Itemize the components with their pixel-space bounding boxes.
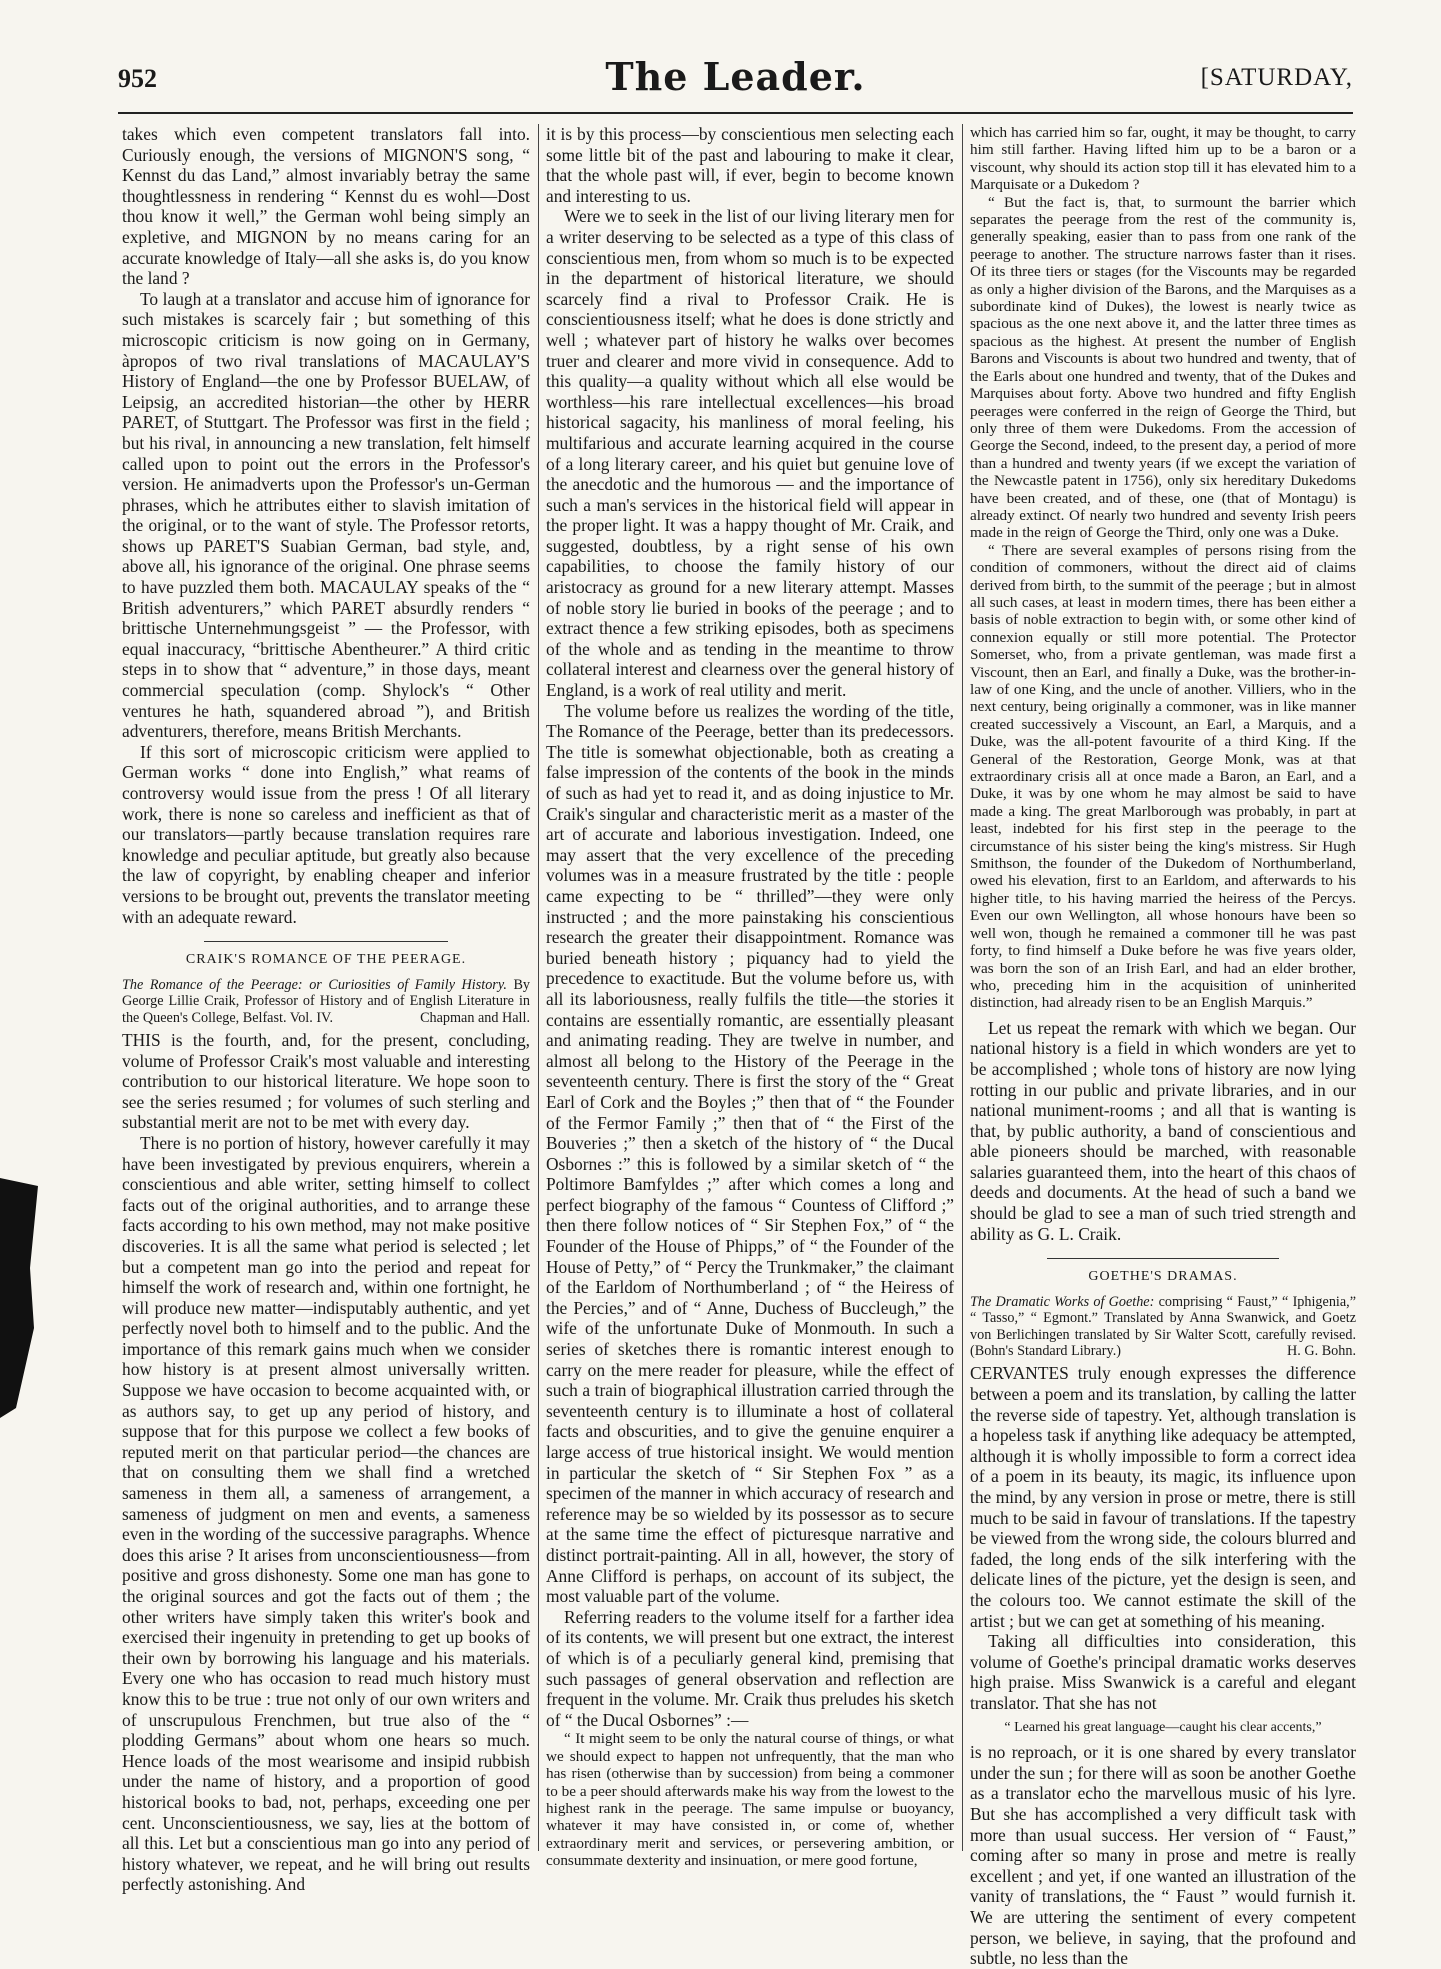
column-1	[122, 124, 530, 1895]
quoted-extract: “ There are several examples of persons rising from the condition of commoners, without the direct aid of claims derived from birth, to the summit of the peerage ; but in almost all such cases, at least in modern times, there has been either a basis of noble extraction to begin with, or some other kind of connexion equally or still more potential. The Protector Somerset, who, from a private gentleman, was made first a Viscount, then an Earl, and finally a Duke, was the brother-in-law of one King, and the uncle of another. Villiers, who in the next century, being originally a commoner, was in like manner created successively a Viscount, an Earl, a Marquis, and a Duke, was the all-potent favourite of a third King. If the General of the Restoration, George Monk, was at that extraordinary crisis all at once made a Baron, an Earl, and a Duke, it was by one whom he may almost be said to have made a king. The great Marlborough was probably, in part at least, indebted for his first step in the peerage to the circumstance of his sister being the king's mistress. Sir Hugh Smithson, the founder of the Dukedom of Northumberland, owed his elevation, first to an Earldom, and afterwards to his higher title, to his having married the heiress of the Percys. Even our own Wellington, all whose honours have been so well won, though he remained a commoner till he was past forty, to find himself a Duke before he was five years older, was born the son of an Irish Earl, and had an elder brother, who, preceding him in the acquisition of uninherited distinction, had already risen to be an English Marquis.”	[970, 541, 1356, 1012]
masthead	[118, 54, 1353, 108]
paragraph: THIS is the fourth, and, for the present, concluding, volume of Professor Craik's most valuable and interesting contribution to our historical literature. We hope soon to see the series resumed ; for volumes of such sterling and substantial merit are not to be met with every day.	[122, 1029, 530, 1133]
verse-quote: “ Learned his great language—caught his clear accents,”	[1004, 1719, 1322, 1735]
paragraph: Referring readers to the volume itself for a farther idea of its contents, we will present but one extract, the interest of which is of a peculiarly general kind, premising that such passages of general observation and reflection are frequent in the volume. Mr. Craik thus preludes his sketch of “ the Ducal Osbornes” :—	[546, 1606, 954, 1730]
paper-title: The Leader.	[605, 54, 866, 99]
paragraph: it is by this process—by conscientious men selecting each some little bit of the past and labouring to make it clear, that the whole past will, if ever, begin to become known and interesting to us.	[546, 124, 954, 206]
paragraph: is no reproach, or it is one shared by every translator under the sun ; for there will as soon be another Goethe as a translator echo the marvellous music of his lyre. But she has accomplished a very difficult task with more than usual success. Her version of “ Faust,” coming after so many in prose and metre is really excellent ; and yet, if one wanted an illustration of the vanity of translations, the “ Faust ” would furnish it. We are uttering the sentiment of every competent person, we believe, in saying, that the profound and subtle, no less than the	[970, 1742, 1356, 1969]
quoted-extract: which has carried him so far, ought, it may be thought, to carry him still farther. Having lifted him up to be a baron or a viscount, why should its action stop till it has elevated him to a Marquisate or a Dukedom ?	[970, 124, 1356, 194]
review-publisher: H. G. Bohn.	[1287, 1343, 1356, 1360]
review-header	[970, 1294, 1356, 1360]
review-header	[122, 977, 530, 1026]
paragraph: To laugh at a translator and accuse him of ignorance for such mistakes is scarcely fair ; but something of this microscopic criticism is now going on in Germany, àpropos of two rival translations of MACAULAY'S History of England—the one by Professor BUELAW, of Leipsig, an accredited historian—the other by HERR PARET, of Stuttgart. The Professor was first in the field ; but his rival, in announcing a new translation, felt himself called upon to point out the errors in the Professor's version. He animadverts upon the Professor's un-German phrases, which he attributes either to slavish imitation of the original, or to the want of style. The Professor retorts, shows up PARET'S Suabian German, bad style, and, above all, his ignorance of the original. One phrase seems to have puzzled them both. MACAULAY speaks of the “ British adventurers,” which PARET absurdly renders “ brittische Unternehmungsgeist ” — the Professor, with equal inaccuracy, “brittische Abentheurer.” A third critic steps in to show that “ adventure,” in those days, meant commercial speculation (comp. Shylock's “ Other ventures he hath, squandered abroad ”), and British adventurers, therefore, means British Merchants.	[122, 288, 530, 742]
paragraph: CERVANTES truly enough expresses the difference between a poem and its translation, by calling the latter the reverse side of tapestry. Yet, although translation is a hopeless task if anything like adequacy be attempted, although it is wholly impossible to form a correct idea of a poem in its beauty, its magic, its influence upon the mind, by any version in prose or metre, there is still much to be said in favour of translations. If the tapestry be viewed from the wrong side, the colours blurred and faded, the long ends of the silk interfering with the delicate lines of the picture, yet the design is seen, and the colours too. We cannot estimate the skill of the artist ; but we can get at something of his meaning.	[970, 1363, 1356, 1631]
page-number: 952	[118, 64, 157, 93]
paragraph: Were we to seek in the list of our living literary men for a writer deserving to be selected as a type of this class of conscientious men, from whom so much is to be expected in the department of historical literature, we should scarcely find a rival to Professor Craik. He is conscientiousness itself; what he does is done strictly and well ; whatever part of history he walks over becomes truer and clearer and more vivid in consequence. Add to this quality—a quality without which all else would be worthless—his rare intellectual excellences—his broad historical sagacity, his manliness of moral feeling, his multifarious and accurate learning acquired in the course of a long literary career, and his quiet but genuine love of the anecdotic and the humorous — and the importance of such a man's services in the historical field will appear in the proper light. It was a happy thought of Mr. Craik, and suggested, doubtless, by a right sense of his own capabilities, to choose the family history of our aristocracy as ground for a new literary attempt. Masses of noble story lie buried in books of the peerage ; and to extract thence a few striking episodes, both as specimens of the whole and as tending in the meantime to throw collateral interest and clearness over the general history of England, is a work of real utility and merit.	[546, 206, 954, 701]
column-3	[970, 124, 1356, 1969]
paragraph: There is no portion of history, however carefully it may have been investigated by previous enquirers, wherein a conscientious and able writer, setting himself to collect facts out of the original authorities, and to arrange these facts according to his own method, may not make positive discoveries. It is all the same what period is selected ; let but a competent man go into the period and repeat for himself the work of research and, within one fortnight, he will produce new matter—indisputably authentic, and yet perfectly novel both to himself and to the public. And the importance of this remark gains much when we consider how history is at present almost universally written. Suppose we have occasion to become acquainted with, or as authors say, to get up any period of history, and suppose that for this purpose we collect a few books of reputed merit on that particular period—the chances are that on consulting them we shall find a wretched sameness in them all, a sameness of arrangement, a sameness of judgment on men and events, a sameness even in the wording of the successive paragraphs. Whence does this arise ? It arises from unconscientiousness—from positive and gross dishonesty. Some one man has gone to the original sources and got the facts out of them ; the other writers have simply taken this writer's book and exercised their ingenuity in pretending to get up books of their own by borrowing his language and his materials. Every one who has occasion to read much history must know this to be true : true not only of our own writers and of unscrupulous Frenchmen, but true also of the “ plodding Germans” about whom one hears so much. Hence loads of the most wearisome and insipid rubbish under the name of history, and a proportion of good historical books to bad, not, perhaps, exceeding one per cent. Unconscientiousness, we say, lies at the bottom of all this. Let but a conscientious man go into any period of history whatever, we repeat, and he will bring out results perfectly astonishing. And	[122, 1132, 530, 1895]
article-heading: GOETHE'S DRAMAS.	[1088, 1269, 1238, 1285]
article-divider	[204, 941, 449, 942]
issue-day: [SATURDAY,	[1200, 64, 1353, 91]
paragraph: Taking all difficulties into consideration, this volume of Goethe's principal dramatic works deserves high praise. Miss Swanwick is a careful and elegant translator. That she has not	[970, 1631, 1356, 1713]
column-divider	[962, 124, 963, 1851]
quoted-extract: “ But the fact is, that, to surmount the barrier which separates the peerage from the rest of the community is, generally speaking, easier than to pass from one rank of the peerage to another. The structure narrows faster than it rises. Of its three tiers or stages (for the Viscounts may be regarded as only a higher division of the Barons, and the Marquises as a subordinate kind of Dukes), the lowest is nearly twice as spacious as the one next above it, and the latter three times as spacious as the highest. At present the number of English Barons and Viscounts is about two hundred and twenty, that of the Earls about one hundred and twenty, that of the Dukes and Marquises about forty. Above two hundred and fifty English peerages were conferred in the reign of George the Third, but only three of them were Dukedoms. From the accession of George the Second, indeed, to the present day, a period of more than a hundred and twenty years (if we except the variation of the Newcastle patent in 1756), only six hereditary Dukedoms have been created, and of these, one (that of Montagu) is already extinct. Of nearly two hundred and seventy Irish peers made in the reign of George the Third, only one was a Duke.	[970, 193, 1356, 542]
review-details: comprising “ Faust,” “ Iphigenia,” “ Tasso,” “ Egmont.” Translated by Anna Swanwick, and Goetz von Berlichingen translated by Sir Walter Scott, carefully revised. (Bohn's Standard Library.)	[970, 1293, 1356, 1360]
paragraph: takes which even competent translators fall into. Curiously enough, the versions of MIGNON'S song, “ Kennst du das Land,” almost invariably betray the same thoughtlessness in rendering “ Kennst du es wohl—Dost thou know it well,” the German wohl being simply an expletive, and MIGNON by no means caring for an accurate knowledge of Italy—all she asks is, do you know the land ?	[122, 124, 530, 289]
masthead-rule	[118, 112, 1353, 114]
review-publisher: Chapman and Hall.	[420, 1009, 530, 1026]
article-divider	[1047, 1258, 1279, 1259]
article-heading: CRAIK'S ROMANCE OF THE PEERAGE.	[185, 952, 467, 968]
review-author: By George Lillie Craik, Professor of History and of English Literature in the Queen's College, Belfast. Vol. IV.	[122, 976, 530, 1026]
review-title: The Dramatic Works of Goethe:	[970, 1293, 1155, 1310]
paragraph: Let us repeat the remark with which we began. Our national history is a field in which wonders are yet to be accomplished ; whole tons of history are now lying rotting in our public and private libraries, and in our national muniment-rooms ; and all that is wanting is that, by public authority, a band of conscientious and able pioneers should be marched, with reasonable salaries guaranteed them, into the heart of this chaos of deeds and documents. At the head of such a band we should be glad to see a man of such tried strength and ability as G. L. Craik.	[970, 1017, 1356, 1244]
review-title: The Romance of the Peerage: or Curiosities of Family History.	[122, 976, 507, 993]
paragraph: If this sort of microscopic criticism were applied to German works “ done into English,” what reams of controversy would issue from the press ! Of all literary work, there is none so careless and inefficient as that of our translators—partly because translation requires rare knowledge and peculiar aptitude, but greatly also because the law of copyright, by enabling cheaper and inferior versions to be brought out, prevents the translator meeting with an adequate reward.	[122, 741, 530, 927]
quoted-extract: “ It might seem to be only the natural course of things, or what we should expect to happen not unfrequently, that the man who has risen (otherwise than by succession) from being a commoner to be a peer should afterwards make his way from the lowest to the highest rank in the peerage. The same impulse or buoyancy, whatever it may have consisted in, or come of, whether extraordinary merit and services, or persevering ambition, or consummate dexterity and insinuation, or mere good fortune,	[546, 1730, 954, 1870]
scan-shadow	[0, 1178, 42, 1418]
column-divider	[538, 124, 539, 1851]
paragraph: The volume before us realizes the wording of the title, The Romance of the Peerage, better than its predecessors. The title is somewhat objectionable, both as creating a false impression of the contents of the book in the minds of such as had yet to read it, and as doing injustice to Mr. Craik's singular and characteristic merit as a master of the art of accurate and laborious investigation. Indeed, one may assert that the very excellence of the preceding volumes was in a measure frustrated by the title : people came expecting to be “ thrilled”—they were only instructed ; and the more painstaking his conscientious research the greater their disappointment. Romance was buried beneath history ; piquancy had to yield the precedence to exactitude. But the volume before us, with all its laboriousness, really fulfils the title—the stories it contains are essentially romantic, are essentially pleasant and animating reading. They are twelve in number, and almost all belong to the History of the Peerage in the seventeenth century. There is first the story of the “ Great Earl of Cork and the Boyles ;” then that of “ the Founder of the Fermor Family ;” then that of “ the First of the Bouveries ;” then a sketch of the history of “ the Ducal Osbornes :” this is followed by a similar sketch of “ the Poltimore Bamfyldes ;” after which comes a long and perfect biography of the famous “ Countess of Clifford ;” then there follow notices of “ Sir Stephen Fox,” of “ the Founder of the House of Phipps,” of “ the Founder of the House of Petty,” of “ Percy the Trunkmaker,” the claimant of the Earldom of Northumberland ; of “ the Heiress of the Percies,” and of “ Anne, Duchess of Buccleugh,” the wife of the unfortunate Duke of Monmouth. In such a series of sketches there is romantic interest enough to carry on the mere reader for pleasure, while the effect of such a train of biographical illustration carried through the seventeenth century is to illuminate a host of collateral facts and obscurities, and to give the genuine enquirer a large access of true historical insight. We would mention in particular the sketch of “ Sir Stephen Fox ” as a specimen of the manner in which accuracy of research and reference may be so wielded by its possessor as to secure at the same time the effect of picturesque narrative and distinct portrait-painting. All in all, however, the story of Anne Clifford is perhaps, on account of its subject, the most valuable part of the volume.	[546, 700, 955, 1607]
column-2	[546, 124, 955, 1870]
